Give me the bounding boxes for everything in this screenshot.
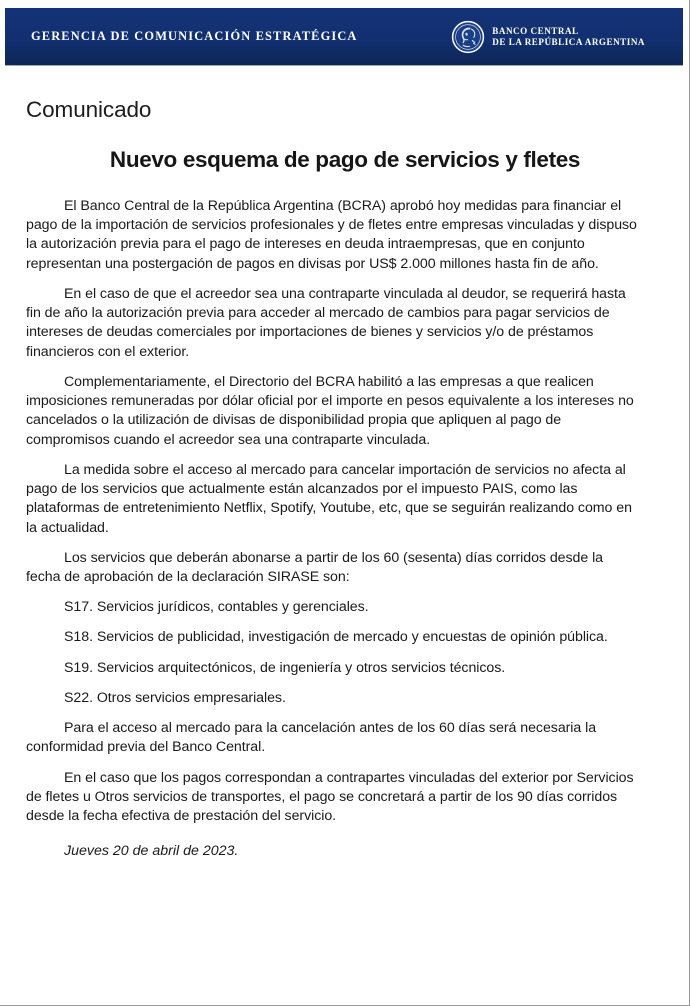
bcra-wordmark-line-2: DE LA REPÚBLICA ARGENTINA [492, 36, 645, 47]
paragraph: En el caso de que el acreedor sea una contraparte vinculada al deudor, se requerirá hasta fin de año la autorización previa para acceder al mercado de cambios para pagar servicios de intereses de deudas comerciales por importaciones de bienes y servicios y/o de préstamos financieros con el exterior. [26, 285, 626, 360]
document-date: Jueves 20 de abril de 2023. [64, 843, 239, 860]
service-item: S22. Otros servicios empresariales. [64, 689, 286, 706]
paragraph: En el caso que los pagos correspondan a contrapartes vinculadas del exterior por Servicios de fletes u Otros servicios de transportes, el pago se concretará a partir de los 90 días corridos desde la fecha efectiva de prestación del servicio. [26, 769, 634, 825]
document-content [0, 65, 690, 862]
bcra-wordmark-line-1: BANCO CENTRAL [492, 26, 579, 37]
paragraph: Para el acceso al mercado para la cancelación antes de los 60 días será necesaria la conformidad previa del Banco Central. [26, 720, 597, 756]
service-item: S17. Servicios jurídicos, contables y gerenciales. [64, 599, 369, 616]
page-title: Nuevo esquema de pago de servicios y fletes [109, 147, 581, 172]
document-body [26, 197, 663, 862]
paragraph: Complementariamente, el Directorio del BCRA habilitó a las empresas a que realicen imposiciones remuneradas por dólar oficial por el importe en pesos equivalente a los intereses no cancelados o la utilización de divisas de disponibilidad propia que apliquen al pago de compromisos cuando el acreedor sea una contraparte vinculada. [26, 373, 634, 448]
service-item: S19. Servicios arquitectónicos, de ingeniería y otros servicios técnicos. [64, 659, 506, 676]
paragraph: El Banco Central de la República Argentina (BCRA) aprobó hoy medidas para financiar el pago de la importación de servicios profesionales y de fletes entre empresas vinculadas y dispuso la autorización previa para el pago de intereses en deuda intraempresas, que en conjunto representan una postergación de pagos en divisas por US$ 2.000 millones hasta fin de año. [26, 198, 637, 272]
service-item: S18. Servicios de publicidad, investigación de mercado y encuestas de opinión pública. [64, 629, 608, 646]
paragraph: La medida sobre el acceso al mercado para cancelar importación de servicios no afecta al pago de los servicios que actualmente están alcanzados por el impuesto PAIS, como las plataformas de entretenimiento Netflix, Spotify, Youtube, etc, que se seguirán realizando como en la actualidad. [26, 461, 632, 536]
bcra-logo [451, 20, 671, 54]
header-office-title: GERENCIA DE COMUNICACIÓN ESTRATÉGICA [31, 29, 358, 43]
paragraph: Los servicios que deberán abonarse a partir de los 60 (sesenta) días corridos desde la fecha de aprobación de la declaración SIRASE son: [26, 549, 604, 585]
document-kicker: Comunicado [26, 97, 152, 122]
bcra-liberty-head-emblem-icon [451, 20, 485, 54]
bcra-wordmark [492, 26, 645, 46]
page-header-band [5, 8, 683, 65]
